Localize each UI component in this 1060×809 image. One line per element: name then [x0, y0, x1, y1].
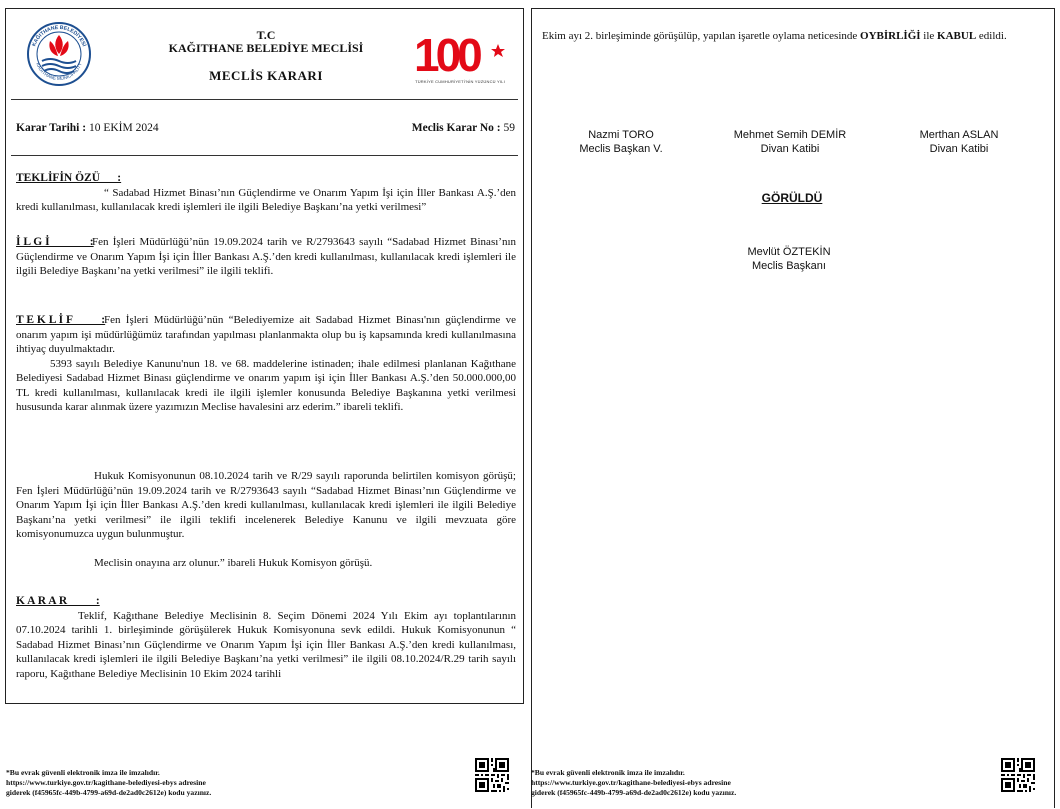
- decision-continuation: [542, 29, 1044, 44]
- header-document-type: MECLİS KARARI: [209, 68, 323, 83]
- document-header: [6, 9, 523, 101]
- mayor-title: Meclis Başkanı: [752, 260, 826, 272]
- signatory-name: Nazmi TORO: [588, 129, 654, 141]
- footer-line-2: https://www.turkiye.gov.tr/kagithane-belediyesi-ebys adresine: [6, 778, 206, 787]
- proposal-summary-text: “ Sadabad Hizmet Binası’nın Güçlendirme ve Onarım Yapım İşi için İller Bankası A.Ş.’den kredi kullanılması, kullanılacak kredi işlemleri ile ilgili Belediye Başkanı’na yetki verilmesi”: [16, 186, 516, 213]
- footer-e-signature-right: [531, 768, 736, 798]
- continuation-text-3: edildi.: [976, 30, 1007, 42]
- committee-paragraph-1: Hukuk Komisyonunun 08.10.2024 tarih ve R/29 sayılı raporunda belirtilen komisyon görüşü; Fen İşleri Müdürlüğü’nün 19.09.2024 tarih ve R/2793643 sayılı “Sadabad Hizmet Binası’nın Güçlendirme ve Onarım Yapım İşi için İller Bankası A.Ş.’den kredi kullanılması, kullanılacak kredi işlemleri ile ilgili Belediye Başkanı’na yetki verilmesi” ile ilgili teklifi incelenerek Belediye Kanunu ve ilgili mevzuata göre komisyonumuzca uygun bulunmuştur.: [16, 470, 516, 540]
- proposal-title: T E K L İ F :: [16, 314, 106, 326]
- signatory-name: Merthan ASLAN: [919, 129, 999, 141]
- committee-paragraph-2: Meclisin onayına arz olunur.” ibareli Hukuk Komisyon görüşü.: [94, 556, 373, 569]
- signatory-title: Meclis Başkan V.: [579, 143, 663, 155]
- decision-date: [16, 122, 159, 134]
- footer-line-3: giderek (f45965fc-449b-4799-a69d-de2ad0c2612e) kodu yazınız.: [6, 788, 212, 797]
- signatory-title: Divan Katibi: [929, 143, 989, 155]
- qr-code-icon[interactable]: [475, 758, 509, 792]
- continuation-text-1: Ekim ayı 2. birleşiminde görüşülüp, yapılan işaretle oylama neticesinde: [542, 30, 861, 42]
- logo-number: 100: [414, 29, 479, 81]
- footer-line-2: https://www.turkiye.gov.tr/kagithane-belediyesi-ebys adresine: [531, 778, 731, 787]
- header-divider: [11, 99, 518, 100]
- seal-text-top: KAĞITHANE BELEDİYESİ: [31, 24, 87, 48]
- decision-page-1: [5, 8, 524, 704]
- decision-number-label: Meclis Karar No :: [411, 122, 501, 134]
- seal-text-bottom: KAĞITHANE MUNICIPALITY: [35, 61, 83, 82]
- section-proposal: [16, 313, 516, 415]
- section-proposal-summary: [16, 171, 516, 215]
- qr-code-icon[interactable]: [1001, 758, 1035, 792]
- signatory-2: [705, 128, 875, 156]
- municipality-seal-icon: [26, 21, 92, 87]
- decision-date-label: Karar Tarihi :: [16, 122, 87, 134]
- proposal-paragraph-2: 5393 sayılı Belediye Kanunu'nun 18. ve 68. maddelerine istinaden; ihale edilmesi planlanan Kağıthane Belediyesi Sadabad Hizmet Binası güçlendirme ve onarım yapım işi için İller Bankası A.Ş.’den 50.000.000,00 TL kredi kullanılması, kullanılacak kredi ile ilgili işlemler konusunda Belediye Başkanına yetki verilmesi hususunda karar alınmak üzere yazımızın Meclise havalesini arz ederim.” ibareli teklifi.: [16, 357, 516, 413]
- section-committee-opinion: [16, 469, 516, 570]
- decision-page-2: [531, 8, 1055, 808]
- section-decision: [16, 594, 516, 681]
- footer-line-1: *Bu evrak güvenli elektronik imza ile imzalıdır.: [531, 768, 685, 777]
- signatory-3: [874, 128, 1044, 156]
- footer-line-3: giderek (f45965fc-449b-4799-a69d-de2ad0c2612e) kodu yazınız.: [531, 788, 737, 797]
- seen-heading: GÖRÜLDÜ: [761, 191, 823, 205]
- decision-date-value: 10 EKİM 2024: [86, 122, 159, 134]
- decision-number: [412, 122, 515, 134]
- vote-result: OYBİRLİĞİ: [860, 30, 921, 42]
- decision-number-value: 59: [500, 122, 515, 134]
- signatory-title: Divan Katibi: [760, 143, 820, 155]
- meta-divider: [11, 155, 518, 156]
- decision-text: Teklif, Kağıthane Belediye Meclisinin 8. Seçim Dönemi 2024 Yılı Ekim ayı toplantılarının 07.10.2024 tarihli 1. birleşiminde görüşülerek Hukuk Komisyonuna sevk edildi. Hukuk Komisyonunun “ Sadabad Hizmet Binası’nın Güçlendirme ve Onarım Yapım İşi için İller Bankası A.Ş.’den kredi kullanılması, kullanılacak kredi işlemleri ile ilgili Belediye Başkanı’na yetki verilmesi” ile ilgili 08.10.2024/R.29 tarih sayılı raporu, Kağıthane Belediye Meclisinin 10 Ekim 2024 tarihli: [16, 609, 516, 680]
- centennial-logo-icon: [412, 27, 508, 87]
- footer-e-signature-left: [6, 768, 211, 798]
- header-council-name: KAĞITHANE BELEDİYE MECLİSİ: [168, 41, 364, 55]
- decision-title: K A R A R :: [16, 595, 100, 607]
- mayor-signature: [704, 245, 874, 273]
- logo-caption: TÜRKİYE CUMHURİYETİ'NİN YÜZÜNCÜ YILI: [415, 79, 505, 84]
- footer-line-1: *Bu evrak güvenli elektronik imza ile imzalıdır.: [6, 768, 160, 777]
- vote-outcome: KABUL: [937, 30, 977, 42]
- signatory-name: Mehmet Semih DEMİR: [733, 129, 847, 141]
- reference-text: Fen İşleri Müdürlüğü’nün 19.09.2024 tarih ve R/2793643 sayılı “Sadabad Hizmet Binası’nın Güçlendirme ve Onarım Yapım İşi için İller Bankası A.Ş.’den kredi kullanılması, kullanılacak kredi işlemleri ile ilgili Belediye Başkanı’na yetki verilmesi” ile ilgili teklifi.: [16, 236, 516, 277]
- reference-title: İ L G İ :: [16, 236, 94, 248]
- continuation-text-2: ile: [920, 30, 938, 42]
- proposal-paragraph-1: Fen İşleri Müdürlüğü’nün “Belediyemize ait Sadabad Hizmet Binası'nın güçlendirme ve onarım yapım işi müdürlüğümüz tarafından yapılması planlanmakta olup bu iş kapsamında kredi kullanılmasına ihtiyaç duyulmaktadır.: [16, 314, 516, 355]
- mayor-name: Mevlüt ÖZTEKİN: [747, 246, 831, 258]
- section-reference: [16, 235, 516, 279]
- proposal-summary-title: TEKLİFİN ÖZÜ :: [16, 172, 122, 184]
- signatory-1: [536, 128, 706, 156]
- header-tc: T.C: [256, 28, 276, 42]
